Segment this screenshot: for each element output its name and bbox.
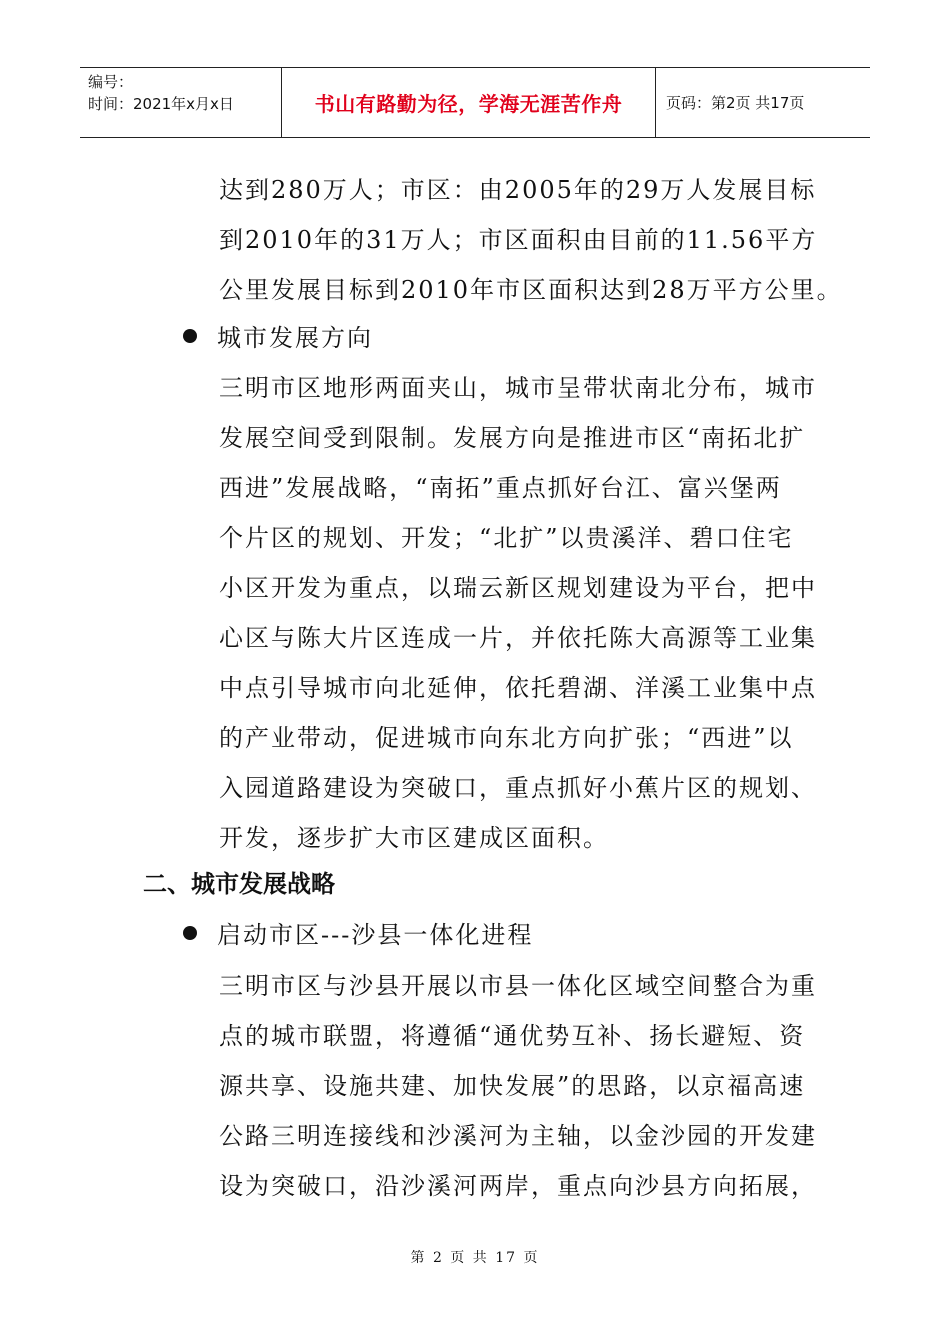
document-number-label: 编号： bbox=[88, 73, 134, 91]
text-line: 西进”发展战略，“南拓”重点抓好台江、富兴堡两 bbox=[219, 474, 782, 502]
header-meta bbox=[80, 68, 282, 137]
page-footer: 第 2 页 共 17 页 bbox=[410, 1250, 540, 1266]
bullet-urban-direction bbox=[183, 318, 373, 353]
bullet-dot-icon bbox=[183, 926, 197, 940]
header-page-info: 页码：第2页 共17页 bbox=[666, 94, 805, 112]
text-line: 心区与陈大片区连成一片，并依托陈大高源等工业集 bbox=[219, 624, 817, 652]
text-line: 小区开发为重点，以瑞云新区规划建设为平台，把中 bbox=[219, 574, 817, 602]
text-line: 入园道路建设为突破口，重点抓好小蕉片区的规划、 bbox=[219, 774, 817, 802]
bullet-label: 启动市区---沙县一体化进程 bbox=[217, 921, 534, 949]
bullet-integration bbox=[183, 915, 533, 950]
text-line: 公路三明连接线和沙溪河为主轴，以金沙园的开发建 bbox=[219, 1122, 817, 1150]
section-heading: 二、城市发展战略 bbox=[143, 870, 335, 898]
text-line: 三明市区与沙县开展以市县一体化区域空间整合为重 bbox=[219, 972, 817, 1000]
text-line: 中点引导城市向北延伸，依托碧湖、洋溪工业集中点 bbox=[219, 674, 817, 702]
document-date: 时间：2021年x月x日 bbox=[88, 95, 234, 113]
text-line: 的产业带动，促进城市向东北方向扩张；“西进”以 bbox=[219, 724, 794, 752]
bullet-label: 城市发展方向 bbox=[217, 324, 373, 352]
text-line: 三明市区地形两面夹山，城市呈带状南北分布，城市 bbox=[219, 374, 817, 402]
text-line: 点的城市联盟，将遵循“通优势互补、扬长避短、资 bbox=[219, 1022, 806, 1050]
text-line: 设为突破口，沿沙溪河两岸，重点向沙县方向拓展， bbox=[219, 1172, 817, 1200]
text-line: 达到280万人；市区：由2005年的29万人发展目标 bbox=[219, 176, 817, 204]
text-line: 发展空间受到限制。发展方向是推进市区“南拓北扩 bbox=[219, 424, 806, 452]
text-line: 个片区的规划、开发；“北扩”以贵溪洋、碧口住宅 bbox=[219, 524, 794, 552]
page-header bbox=[80, 67, 870, 138]
header-motto: 书山有路勤为径，学海无涯苦作舟 bbox=[282, 68, 656, 137]
text-line: 公里发展目标到2010年市区面积达到28万平方公里。 bbox=[219, 276, 843, 304]
bullet-dot-icon bbox=[183, 329, 197, 343]
text-line: 到2010年的31万人；市区面积由目前的11.56平方 bbox=[219, 226, 818, 254]
text-line: 源共享、设施共建、加快发展”的思路，以京福高速 bbox=[219, 1072, 806, 1100]
text-line: 开发，逐步扩大市区建成区面积。 bbox=[219, 824, 609, 852]
